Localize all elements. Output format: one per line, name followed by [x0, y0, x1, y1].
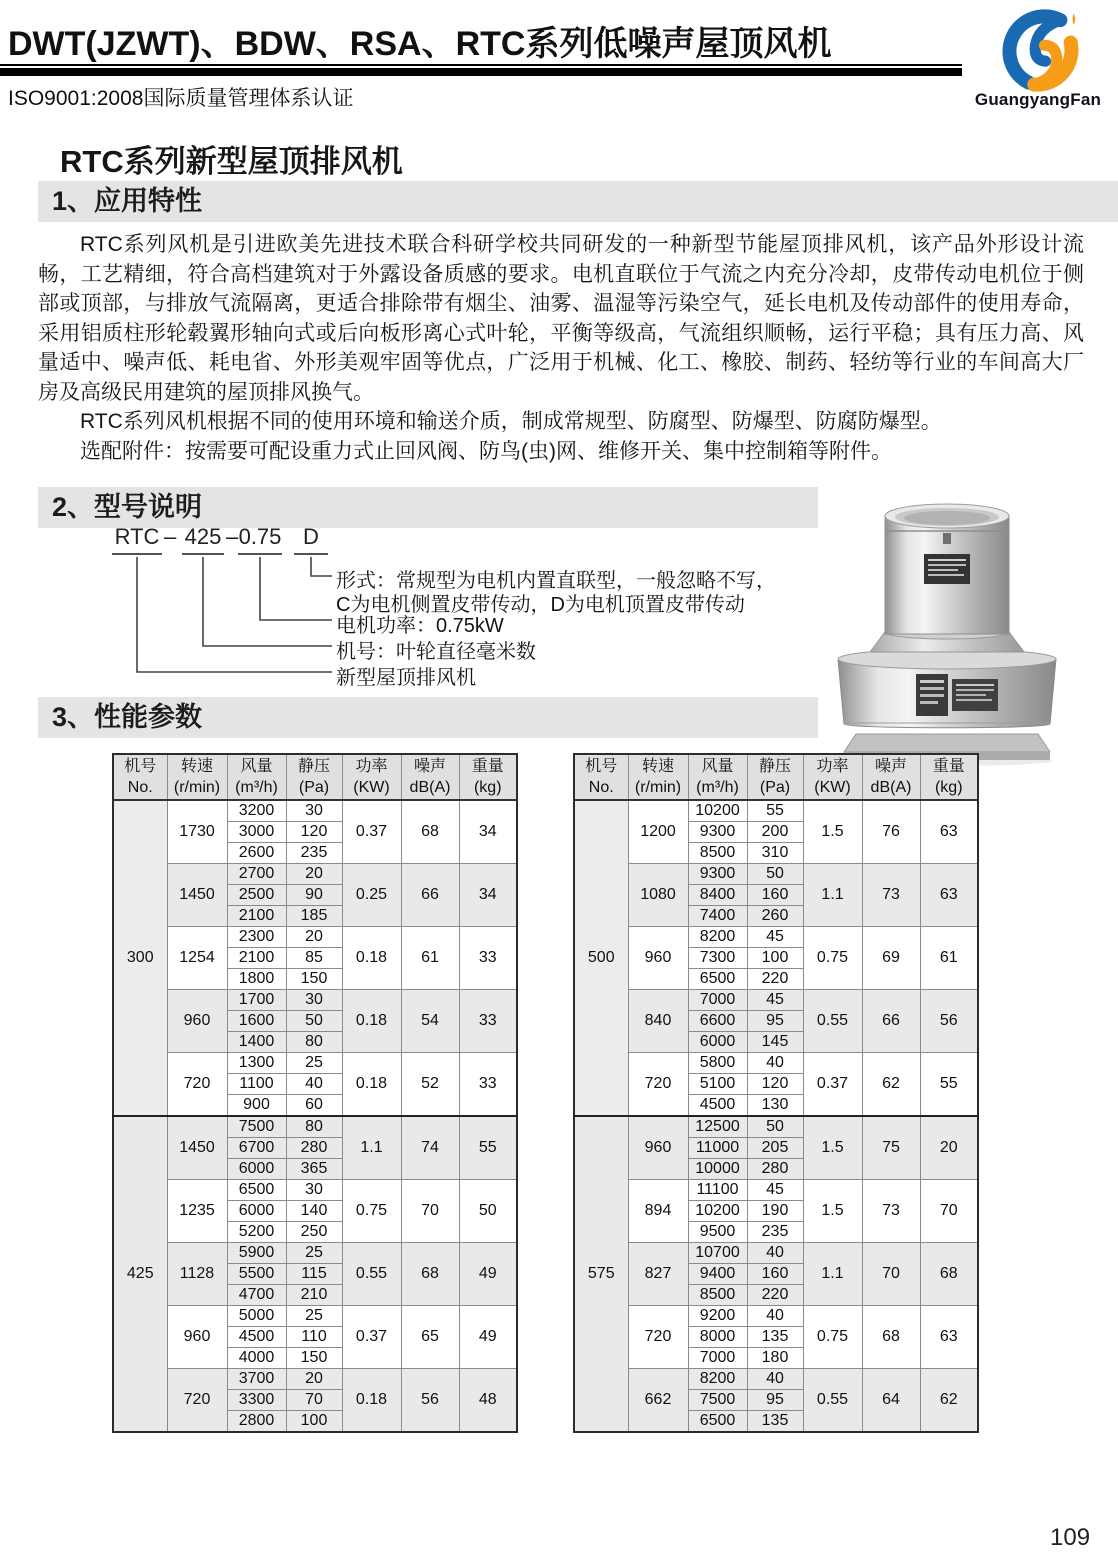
pressure-cell: 40 [747, 1053, 803, 1074]
airflow-cell: 7500 [227, 1116, 286, 1138]
airflow-cell: 6500 [227, 1180, 286, 1201]
pressure-cell: 150 [286, 1348, 342, 1369]
airflow-cell: 1600 [227, 1011, 286, 1032]
weight-cell: 33 [459, 927, 517, 990]
airflow-cell: 6700 [227, 1138, 286, 1159]
table-row [113, 1053, 517, 1074]
airflow-cell: 8200 [688, 927, 747, 948]
airflow-cell: 9500 [688, 1222, 747, 1243]
weight-cell: 56 [920, 990, 978, 1053]
model-designation-diagram [100, 524, 820, 696]
weight-cell: 55 [459, 1116, 517, 1180]
power-cell: 0.37 [342, 1306, 401, 1369]
col-header-no: 机号 No. [574, 754, 628, 800]
table-row [574, 1180, 978, 1201]
pressure-cell: 150 [286, 969, 342, 990]
page-number: 109 [1050, 1524, 1091, 1551]
col-header-noise: 噪声 dB(A) [401, 754, 459, 800]
power-cell: 0.18 [342, 1053, 401, 1117]
pressure-cell: 190 [747, 1201, 803, 1222]
model-dash: – [164, 524, 177, 549]
airflow-cell: 7000 [688, 1348, 747, 1369]
table-row [113, 990, 517, 1011]
pressure-cell: 80 [286, 1116, 342, 1138]
pressure-cell: 210 [286, 1285, 342, 1306]
pressure-cell: 45 [747, 1180, 803, 1201]
application-paragraph: RTC系列风机是引进欧美先进技术联合科研学校共同研发的一种新型节能屋顶排风机，该产品外形设计流畅，工艺精细，符合高档建筑对于外露设备质感的要求。电机直联位于气流之内充分冷却，皮带传动电机位于侧部或顶部，与排放气流隔离，更适合排除带有烟尘、油雾、温湿等污染空气，延长电机及传动部件的使用寿命，采用铝质柱形轮毂翼形轴向式或后向板形离心式叶轮，平衡等级高，气流组织顺畅，运行平稳；具有压力高、风量适中、噪声低、耗电省、外形美观牢固等优点，广泛用于机械、化工、橡胶、制药、轻纺等行业的车间高大厂房及高级民用建筑的屋顶排风换气。 [38, 233, 1084, 404]
pressure-cell: 120 [747, 1074, 803, 1095]
pressure-cell: 200 [747, 822, 803, 843]
model-power-code: 0.75 [238, 524, 282, 555]
airflow-cell: 6500 [688, 969, 747, 990]
pressure-cell: 280 [286, 1138, 342, 1159]
power-cell: 0.55 [803, 1369, 862, 1433]
pressure-cell: 250 [286, 1222, 342, 1243]
power-cell: 1.1 [803, 1243, 862, 1306]
pressure-cell: 40 [747, 1306, 803, 1327]
table-row [574, 990, 978, 1011]
pressure-cell: 135 [747, 1327, 803, 1348]
speed-cell: 1128 [167, 1243, 227, 1306]
noise-cell: 56 [401, 1369, 459, 1433]
col-header-speed: 转速 (r/min) [628, 754, 688, 800]
noise-cell: 73 [862, 864, 920, 927]
pressure-cell: 50 [747, 1116, 803, 1138]
fan-size-cell: 425 [113, 1116, 167, 1432]
airflow-cell: 9300 [688, 864, 747, 885]
callout-motor-power: 电机功率：0.75kW [336, 615, 504, 637]
model-size-code: 425 [182, 524, 224, 555]
pressure-cell: 135 [747, 1411, 803, 1433]
model-series-code: RTC [112, 524, 162, 555]
weight-cell: 48 [459, 1369, 517, 1433]
pressure-cell: 70 [286, 1390, 342, 1411]
performance-table-left [112, 753, 518, 1433]
pressure-cell: 20 [286, 1369, 342, 1390]
table-row [113, 1180, 517, 1201]
airflow-cell: 7000 [688, 990, 747, 1011]
pressure-cell: 95 [747, 1011, 803, 1032]
pressure-cell: 115 [286, 1264, 342, 1285]
col-header-power: 功率 (KW) [803, 754, 862, 800]
product-photo [828, 476, 1066, 768]
airflow-cell: 6000 [688, 1032, 747, 1053]
airflow-cell: 11000 [688, 1138, 747, 1159]
pressure-cell: 100 [747, 948, 803, 969]
fan-size-cell: 575 [574, 1116, 628, 1432]
power-cell: 0.75 [342, 1180, 401, 1243]
callout-form-line2: C为电机侧置皮带传动，D为电机顶置皮带传动 [336, 594, 745, 616]
airflow-cell: 2700 [227, 864, 286, 885]
power-cell: 0.75 [803, 927, 862, 990]
weight-cell: 61 [920, 927, 978, 990]
airflow-cell: 10200 [688, 800, 747, 822]
airflow-cell: 5500 [227, 1264, 286, 1285]
weight-cell: 34 [459, 864, 517, 927]
speed-cell: 720 [167, 1053, 227, 1117]
header-rule [0, 64, 962, 76]
speed-cell: 960 [628, 1116, 688, 1180]
pressure-cell: 30 [286, 800, 342, 822]
name-plate [916, 674, 998, 716]
pressure-cell: 40 [286, 1074, 342, 1095]
power-cell: 1.5 [803, 1180, 862, 1243]
power-cell: 0.18 [342, 990, 401, 1053]
weight-cell: 33 [459, 990, 517, 1053]
col-header-pressure: 静压 (Pa) [286, 754, 342, 800]
speed-cell: 1450 [167, 864, 227, 927]
pressure-cell: 260 [747, 906, 803, 927]
airflow-cell: 1700 [227, 990, 286, 1011]
airflow-cell: 9200 [688, 1306, 747, 1327]
noise-cell: 74 [401, 1116, 459, 1180]
speed-cell: 1254 [167, 927, 227, 990]
airflow-cell: 9300 [688, 822, 747, 843]
section-heading-performance: 3、性能参数 [38, 697, 818, 738]
noise-cell: 70 [862, 1243, 920, 1306]
airflow-cell: 1400 [227, 1032, 286, 1053]
pressure-cell: 20 [286, 864, 342, 885]
table-row [113, 1243, 517, 1264]
speed-cell: 840 [628, 990, 688, 1053]
noise-cell: 76 [862, 800, 920, 864]
application-paragraph: 选配附件：按需要可配设重力式止回风阀、防鸟(虫)网、维修开关、集中控制箱等附件。 [80, 439, 892, 463]
performance-table-right [573, 753, 979, 1433]
airflow-cell: 6500 [688, 1411, 747, 1433]
speed-cell: 720 [167, 1369, 227, 1433]
pressure-cell: 160 [747, 885, 803, 906]
airflow-cell: 7500 [688, 1390, 747, 1411]
weight-cell: 68 [920, 1243, 978, 1306]
weight-cell: 33 [459, 1053, 517, 1117]
pressure-cell: 220 [747, 969, 803, 990]
page-title: DWT(JZWT)、BDW、RSA、RTC系列低噪声屋顶风机 [8, 25, 832, 63]
power-cell: 1.1 [803, 864, 862, 927]
table-row [113, 1369, 517, 1390]
pressure-cell: 55 [747, 800, 803, 822]
noise-cell: 52 [401, 1053, 459, 1117]
weight-cell: 49 [459, 1243, 517, 1306]
weight-cell: 70 [920, 1180, 978, 1243]
noise-cell: 68 [862, 1306, 920, 1369]
section-heading-application: 1、应用特性 [38, 181, 1118, 222]
pressure-cell: 40 [747, 1243, 803, 1264]
power-cell: 1.5 [803, 1116, 862, 1180]
pressure-cell: 20 [286, 927, 342, 948]
weight-cell: 34 [459, 800, 517, 864]
noise-cell: 61 [401, 927, 459, 990]
airflow-cell: 10200 [688, 1201, 747, 1222]
power-cell: 0.25 [342, 864, 401, 927]
speed-cell: 662 [628, 1369, 688, 1433]
pressure-cell: 145 [747, 1032, 803, 1053]
speed-cell: 1200 [628, 800, 688, 864]
pressure-cell: 50 [286, 1011, 342, 1032]
speed-cell: 1080 [628, 864, 688, 927]
power-cell: 0.37 [342, 800, 401, 864]
col-header-noise: 噪声 dB(A) [862, 754, 920, 800]
table-row [113, 800, 517, 822]
airflow-cell: 5800 [688, 1053, 747, 1074]
noise-cell: 66 [401, 864, 459, 927]
weight-cell: 20 [920, 1116, 978, 1180]
airflow-cell: 900 [227, 1095, 286, 1117]
pressure-cell: 235 [747, 1222, 803, 1243]
airflow-cell: 2600 [227, 843, 286, 864]
airflow-cell: 1300 [227, 1053, 286, 1074]
airflow-cell: 4000 [227, 1348, 286, 1369]
pressure-cell: 25 [286, 1053, 342, 1074]
col-header-power: 功率 (KW) [342, 754, 401, 800]
power-cell: 0.18 [342, 927, 401, 990]
table-row [574, 1116, 978, 1138]
noise-cell: 75 [862, 1116, 920, 1180]
speed-cell: 1730 [167, 800, 227, 864]
weight-cell: 50 [459, 1180, 517, 1243]
power-cell: 0.37 [803, 1053, 862, 1117]
airflow-cell: 5200 [227, 1222, 286, 1243]
table-row [574, 1053, 978, 1074]
application-text [38, 230, 1084, 466]
pressure-cell: 80 [286, 1032, 342, 1053]
pressure-cell: 100 [286, 1411, 342, 1433]
pressure-cell: 60 [286, 1095, 342, 1117]
airflow-cell: 4700 [227, 1285, 286, 1306]
pressure-cell: 160 [747, 1264, 803, 1285]
speed-cell: 960 [167, 1306, 227, 1369]
table-row [113, 1116, 517, 1138]
pressure-cell: 120 [286, 822, 342, 843]
speed-cell: 720 [628, 1306, 688, 1369]
airflow-cell: 3200 [227, 800, 286, 822]
weight-cell: 63 [920, 800, 978, 864]
airflow-cell: 5900 [227, 1243, 286, 1264]
airflow-cell: 11100 [688, 1180, 747, 1201]
callout-size: 机号：叶轮直径毫米数 [336, 641, 536, 663]
noise-cell: 66 [862, 990, 920, 1053]
noise-cell: 54 [401, 990, 459, 1053]
table-row [574, 864, 978, 885]
pressure-cell: 95 [747, 1390, 803, 1411]
airflow-cell: 5000 [227, 1306, 286, 1327]
speed-cell: 960 [167, 990, 227, 1053]
airflow-cell: 5100 [688, 1074, 747, 1095]
airflow-cell: 2300 [227, 927, 286, 948]
table-row [574, 800, 978, 822]
fan-size-cell: 500 [574, 800, 628, 1116]
noise-cell: 68 [401, 800, 459, 864]
application-paragraph: RTC系列风机根据不同的使用环境和输送介质，制成常规型、防腐型、防爆型、防腐防爆型。 [80, 410, 942, 433]
table-row [574, 1369, 978, 1390]
pressure-cell: 25 [286, 1306, 342, 1327]
logo-text: GuangyangFan [974, 90, 1102, 109]
pressure-cell: 235 [286, 843, 342, 864]
airflow-cell: 10700 [688, 1243, 747, 1264]
speed-cell: 960 [628, 927, 688, 990]
airflow-cell: 7300 [688, 948, 747, 969]
speed-cell: 894 [628, 1180, 688, 1243]
logo-swirl-icon [991, 8, 1085, 92]
airflow-cell: 2500 [227, 885, 286, 906]
airflow-cell: 10000 [688, 1159, 747, 1180]
pressure-cell: 25 [286, 1243, 342, 1264]
noise-cell: 62 [862, 1053, 920, 1117]
power-cell: 0.18 [342, 1369, 401, 1433]
table-row [574, 1306, 978, 1327]
pressure-cell: 220 [747, 1285, 803, 1306]
airflow-cell: 2800 [227, 1411, 286, 1433]
power-cell: 0.75 [803, 1306, 862, 1369]
weight-cell: 63 [920, 1306, 978, 1369]
airflow-cell: 1100 [227, 1074, 286, 1095]
airflow-cell: 8000 [688, 1327, 747, 1348]
airflow-cell: 3000 [227, 822, 286, 843]
col-header-speed: 转速 (r/min) [167, 754, 227, 800]
speed-cell: 1235 [167, 1180, 227, 1243]
power-cell: 1.1 [342, 1116, 401, 1180]
power-cell: 0.55 [342, 1243, 401, 1306]
pressure-cell: 40 [747, 1369, 803, 1390]
airflow-cell: 1800 [227, 969, 286, 990]
power-cell: 1.5 [803, 800, 862, 864]
col-header-flow: 风量 (m³/h) [688, 754, 747, 800]
airflow-cell: 2100 [227, 948, 286, 969]
airflow-cell: 6600 [688, 1011, 747, 1032]
airflow-cell: 4500 [227, 1327, 286, 1348]
section-heading-model: 2、型号说明 [38, 487, 818, 528]
pressure-cell: 45 [747, 927, 803, 948]
pressure-cell: 280 [747, 1159, 803, 1180]
pressure-cell: 30 [286, 990, 342, 1011]
airflow-cell: 8500 [688, 843, 747, 864]
noise-cell: 69 [862, 927, 920, 990]
certification-text: ISO9001:2008国际质量管理体系认证 [8, 87, 354, 110]
pressure-cell: 85 [286, 948, 342, 969]
airflow-cell: 4500 [688, 1095, 747, 1117]
weight-cell: 55 [920, 1053, 978, 1117]
speed-cell: 720 [628, 1053, 688, 1117]
power-cell: 0.55 [803, 990, 862, 1053]
doc-title: RTC系列新型屋顶排风机 [60, 144, 403, 179]
airflow-cell: 6000 [227, 1159, 286, 1180]
fan-size-cell: 300 [113, 800, 167, 1116]
table-row [574, 927, 978, 948]
callout-form-line1: 形式：常规型为电机内置直联型，一般忽略不写， [336, 570, 776, 592]
airflow-cell: 8500 [688, 1285, 747, 1306]
weight-cell: 63 [920, 864, 978, 927]
noise-cell: 68 [401, 1243, 459, 1306]
pressure-cell: 30 [286, 1180, 342, 1201]
col-header-weight: 重量 (kg) [920, 754, 978, 800]
col-header-weight: 重量 (kg) [459, 754, 517, 800]
caution-label [924, 554, 970, 584]
noise-cell: 65 [401, 1306, 459, 1369]
pressure-cell: 310 [747, 843, 803, 864]
table-row [113, 927, 517, 948]
pressure-cell: 365 [286, 1159, 342, 1180]
airflow-cell: 12500 [688, 1116, 747, 1138]
noise-cell: 73 [862, 1180, 920, 1243]
pressure-cell: 110 [286, 1327, 342, 1348]
pressure-cell: 205 [747, 1138, 803, 1159]
airflow-cell: 9400 [688, 1264, 747, 1285]
callout-series: 新型屋顶排风机 [336, 667, 476, 689]
airflow-cell: 8400 [688, 885, 747, 906]
brand-logo [972, 8, 1104, 108]
airflow-cell: 6000 [227, 1201, 286, 1222]
airflow-cell: 2100 [227, 906, 286, 927]
speed-cell: 1450 [167, 1116, 227, 1180]
speed-cell: 827 [628, 1243, 688, 1306]
col-header-flow: 风量 (m³/h) [227, 754, 286, 800]
noise-cell: 70 [401, 1180, 459, 1243]
weight-cell: 62 [920, 1369, 978, 1433]
pressure-cell: 90 [286, 885, 342, 906]
model-dash: – [226, 524, 239, 549]
pressure-cell: 50 [747, 864, 803, 885]
airflow-cell: 7400 [688, 906, 747, 927]
table-row [113, 1306, 517, 1327]
col-header-no: 机号 No. [113, 754, 167, 800]
table-row [574, 1243, 978, 1264]
pressure-cell: 140 [286, 1201, 342, 1222]
pressure-cell: 130 [747, 1095, 803, 1117]
pressure-cell: 180 [747, 1348, 803, 1369]
airflow-cell: 8200 [688, 1369, 747, 1390]
airflow-cell: 3700 [227, 1369, 286, 1390]
airflow-cell: 3300 [227, 1390, 286, 1411]
col-header-pressure: 静压 (Pa) [747, 754, 803, 800]
weight-cell: 49 [459, 1306, 517, 1369]
pressure-cell: 185 [286, 906, 342, 927]
pressure-cell: 45 [747, 990, 803, 1011]
noise-cell: 64 [862, 1369, 920, 1433]
model-form-code: D [294, 524, 328, 555]
table-row [113, 864, 517, 885]
